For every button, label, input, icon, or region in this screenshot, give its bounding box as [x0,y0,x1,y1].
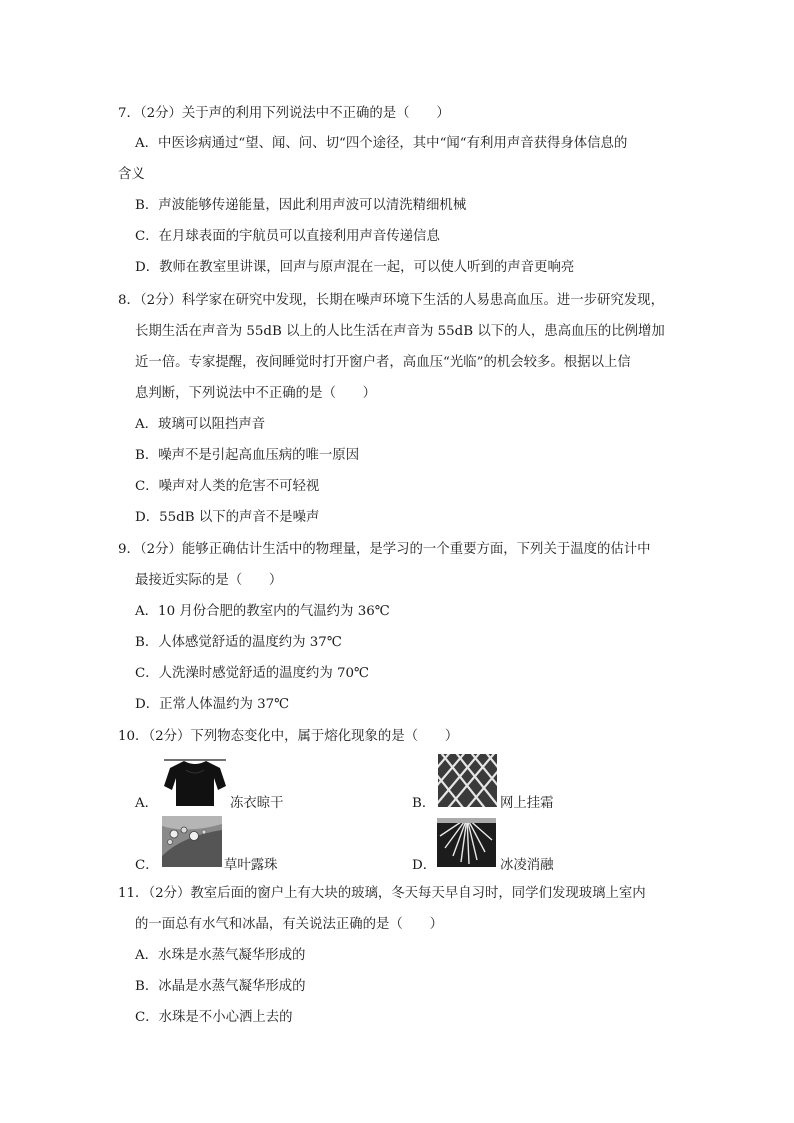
q8-option-a: A．玻璃可以阻挡声音 [135,417,266,432]
q11-option-b: B．冰晶是水蒸气凝华形成的 [135,979,306,994]
q11-option-a: A．水珠是水蒸气凝华形成的 [135,948,306,963]
q9-option-b: B．人体感觉舒适的温度约为 37℃ [135,635,342,650]
q11-stem-line1: 11．（2分）教室后面的窗户上有大块的玻璃，冬天每天早自习时，同学们发现玻璃上室内 [118,886,646,901]
q7-option-c: C．在月球表面的宇航员可以直接利用声音传递信息 [135,229,440,244]
q10-option-a-label: 冻衣晾干 [230,796,284,811]
frozen-clothes-image [162,756,228,808]
q7-option-b: B．声波能够传递能量，因此利用声波可以清洗精细机械 [135,198,467,213]
q11-option-c: C．水珠是不小心洒上去的 [135,1010,293,1025]
frosted-net-image [438,754,497,807]
q10-option-b-label: 网上挂霜 [500,796,554,811]
q7-option-d: D．教师在教室里讲课，回声与原声混在一起，可以使人听到的声音更响亮 [135,260,575,275]
q10-option-c-letter: C． [135,858,159,873]
q7-option-a: A．中医诊病通过“望、闻、问、切“四个途径，其中“闻“有利用声音获得身体信息的 [135,136,628,151]
melting-icicles-image [437,818,496,867]
q8-stem-line2: 长期生活在声音为 55dB 以上的人比生活在声音为 55dB 以下的人，患高血压的比例增加 [135,324,665,339]
grass-dew-image [162,816,222,867]
q9-option-c: C．人洗澡时感觉舒适的温度约为 70℃ [135,666,369,681]
q8-option-d: D．55dB 以下的声音不是噪声 [135,510,320,525]
q9-option-a: A．10 月份合肥的教室内的气温约为 36℃ [135,604,390,619]
q8-stem-line4: 息判断，下列说法中不正确的是（ ） [135,386,377,401]
q10-option-c-label: 草叶露珠 [224,858,278,873]
q9-stem-line2: 最接近实际的是（ ） [135,573,283,588]
q10-option-b-letter: B． [412,796,436,811]
q10-option-d-letter: D． [412,858,437,873]
q8-stem-line3: 近一倍。专家提醒，夜间睡觉时打开窗户者，高血压“光临”的机会较多。根据以上信 [135,355,631,370]
q10-option-d-label: 冰凌消融 [500,858,554,873]
q9-stem-line1: 9．（2分）能够正确估计生活中的物理量，是学习的一个重要方面，下列关于温度的估计中 [118,542,651,557]
q8-option-b: B．噪声不是引起高血压病的唯一原因 [135,448,360,463]
q9-option-d: D．正常人体温约为 37℃ [135,697,290,712]
q10-option-a-letter: A． [135,796,159,811]
q10-stem: 10．（2分）下列物态变化中，属于熔化现象的是（ ） [118,729,459,744]
q8-option-c: C．噪声对人类的危害不可轻视 [135,479,320,494]
q11-stem-line2: 的一面总有水气和冰晶，有关说法正确的是（ ） [135,917,443,932]
q7-stem: 7．（2分）关于声的利用下列说法中不正确的是（ ） [118,106,450,121]
q8-stem-line1: 8．（2分）科学家在研究中发现，长期在噪声环境下生活的人易患高血压。进一步研究发现， [118,293,664,308]
q7-option-a-continued: 含义 [118,167,145,182]
